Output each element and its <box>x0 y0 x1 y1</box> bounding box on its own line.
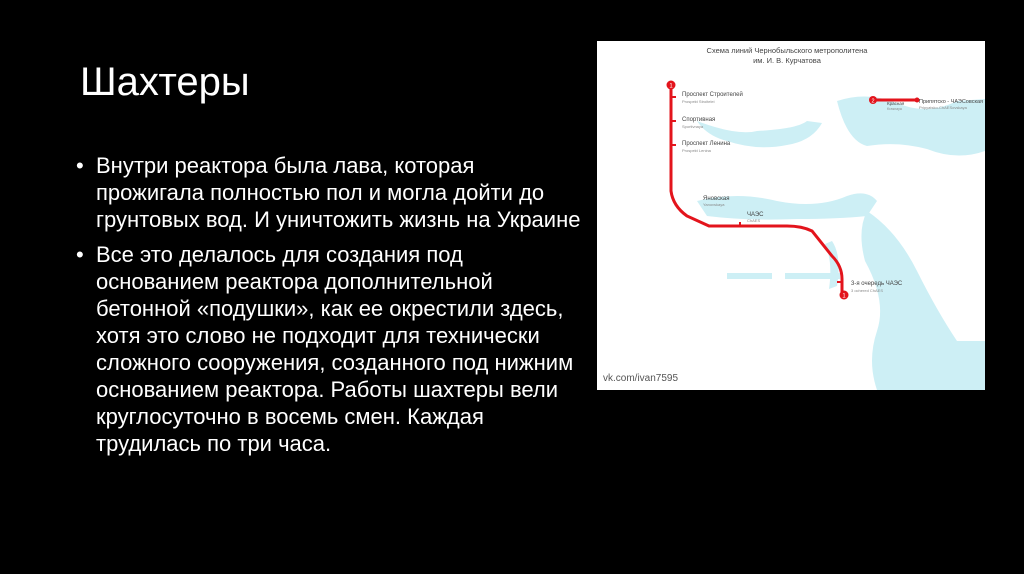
station-sublabel: Prospekt Lenina <box>682 148 711 153</box>
station-sublabel: Prospekt Stroitelei <box>682 99 715 104</box>
line-marker-label: 1 <box>669 83 673 90</box>
line-marker-label: 1 <box>842 293 846 300</box>
water-areas <box>697 96 985 390</box>
station-label: Припятско - ЧАЭСовская <box>919 99 984 105</box>
station-label: ЧАЭС <box>747 212 764 218</box>
bullet-text: Все это делалось для создания под основанием реактора дополнительной бетонной «подушки», как ее окрестили здесь, хотя это слово не подходит для технически сложного сооружения, созданного под нижним основанием реактора. Работы шахтеры вели круглосуточно в восемь смен. Каждая трудилась по три часа. <box>96 242 574 456</box>
bullet-dot: • <box>76 242 84 267</box>
station-label: Яновская <box>703 196 730 202</box>
station-label: Проспект Ленина <box>682 141 731 147</box>
bullet-list <box>76 152 586 465</box>
line-marker-label: 2 <box>871 98 875 105</box>
water-pool-1 <box>727 273 772 279</box>
bullet-item <box>76 152 586 233</box>
bullet-text: Внутри реактора была лава, которая прожигала полностью пол и могла дойти до грунтовых вод. И уничтожить жизнь на Украине <box>96 153 581 232</box>
map-subtitle: им. И. В. Курчатова <box>753 56 821 65</box>
watermark: vk.com/ivan7595 <box>603 373 679 384</box>
station-tick <box>739 222 741 227</box>
station-sublabel: Yanovskaya <box>703 202 725 207</box>
station-tick <box>671 144 676 146</box>
station-sublabel: Krasnaya <box>887 107 902 111</box>
map-title: Схема линий Чернобыльского метрополитена <box>706 46 868 55</box>
bullet-item <box>76 241 586 457</box>
station-tick <box>671 120 676 122</box>
station-label: Красная <box>887 101 905 106</box>
bullet-dot: • <box>76 153 84 178</box>
station-label: 3-я очередь ЧАЭС <box>851 281 903 287</box>
slide-title: Шахтеры <box>80 60 250 104</box>
water-pool-2 <box>785 273 840 279</box>
station-sublabel: ChAES <box>747 218 761 223</box>
station-sublabel: Pripyatsko-ChAESovskaya <box>919 105 967 110</box>
station-tick <box>837 281 842 283</box>
metro-map <box>597 41 985 390</box>
station-label: Спортивная <box>682 117 716 123</box>
water-right <box>861 211 985 390</box>
station-tick <box>671 96 676 98</box>
metro-map-image <box>597 41 985 390</box>
station-sublabel: 3 ochered ChAES <box>851 288 884 293</box>
station-label: Проспект Строителей <box>682 92 743 98</box>
station-sublabel: Sportivnaya <box>682 124 704 129</box>
